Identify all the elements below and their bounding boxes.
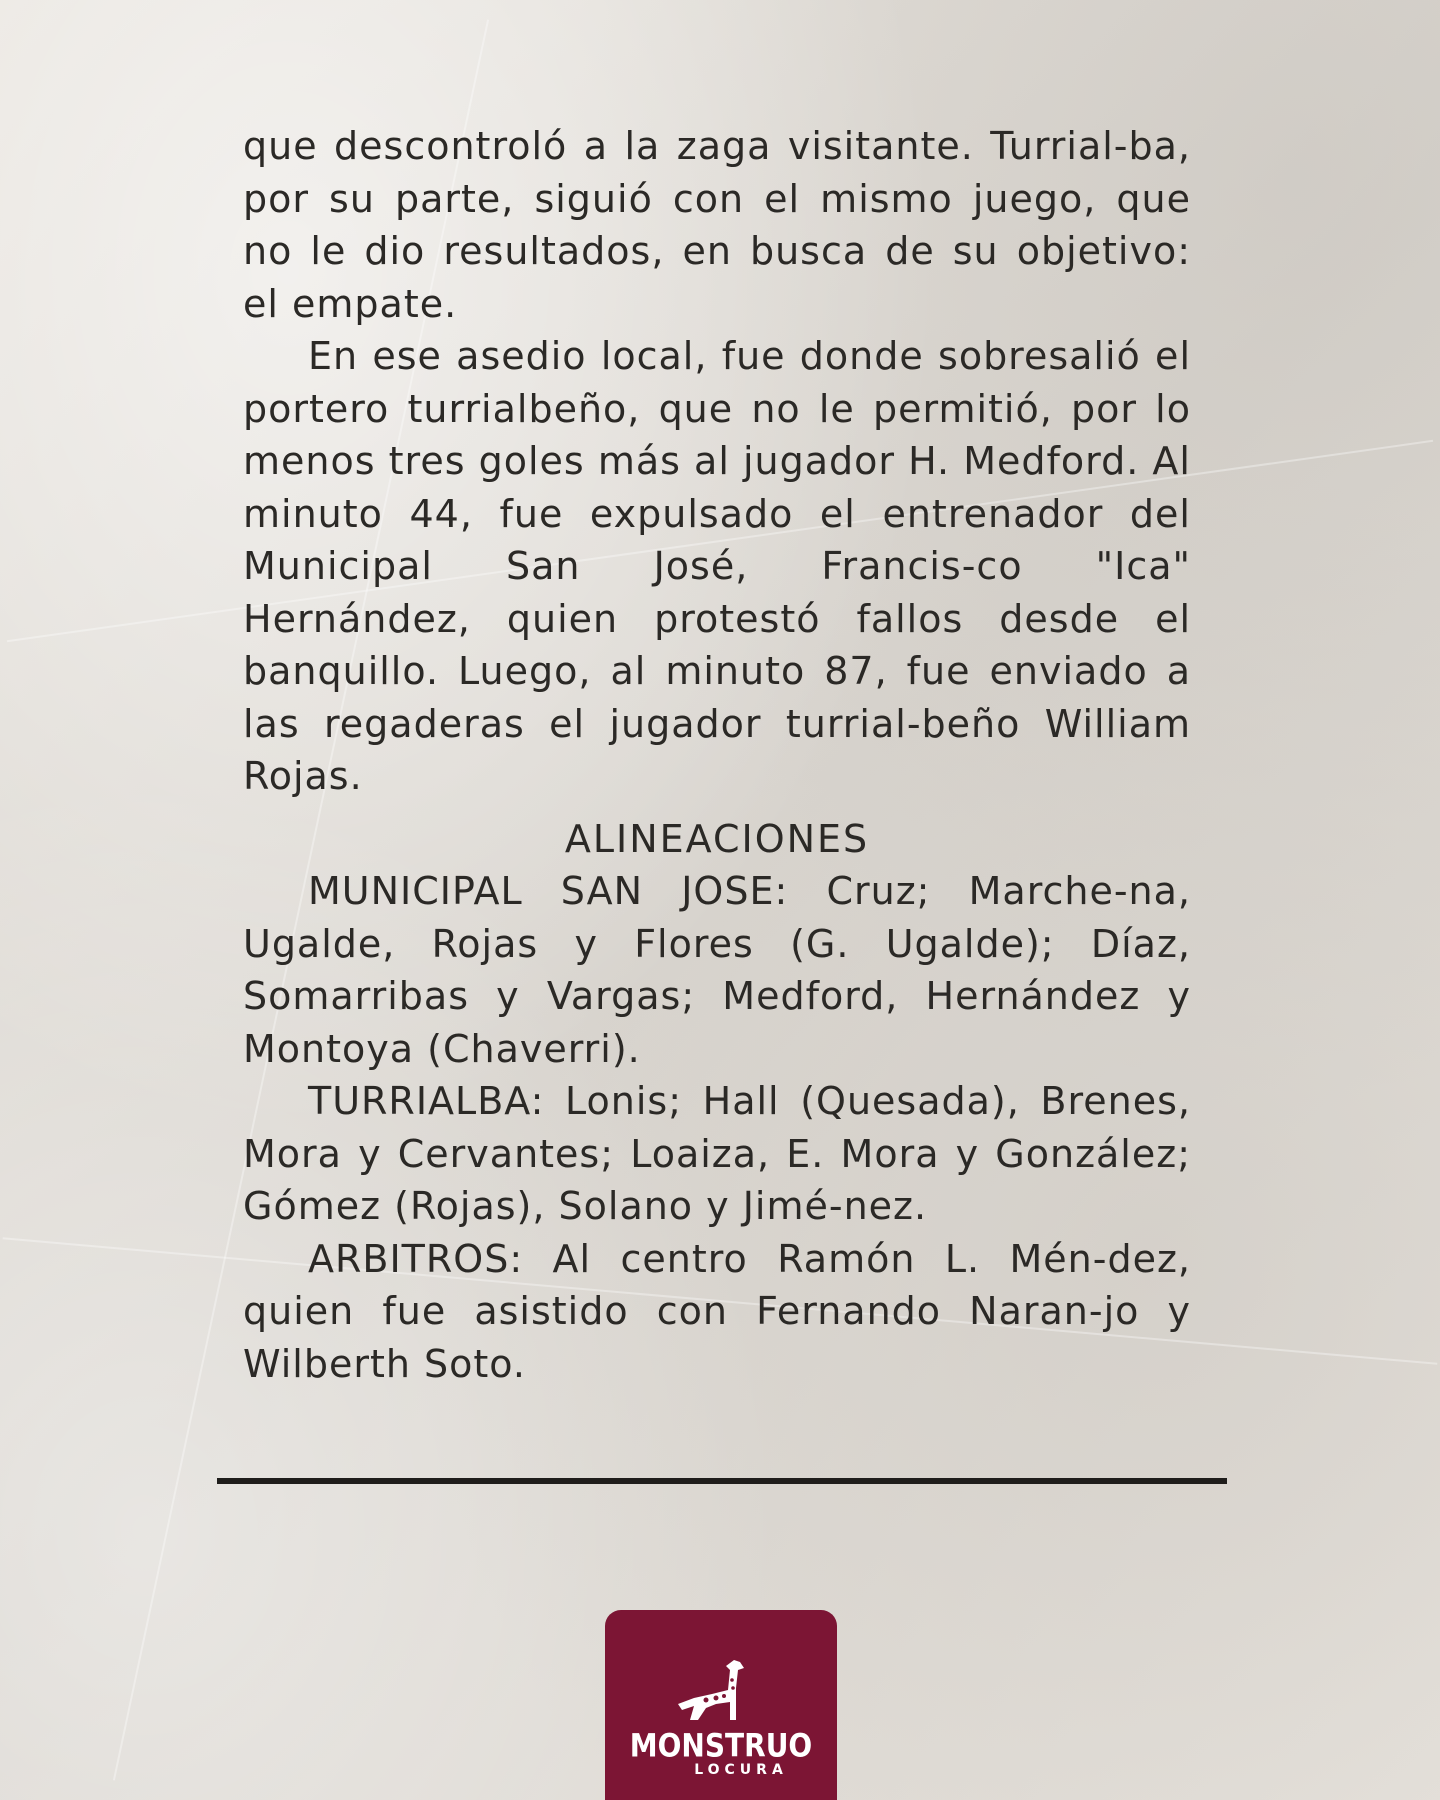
monstruo-logo [605, 1610, 837, 1800]
article-paragraph: En ese asedio local, fue donde sobresalió el portero turrialbeño, que no le permitió, por lo menos tres goles más al jugador H. Medford. Al minuto 44, fue expulsado el entrenador del Municipal San José, Francis-co "Ica" Hernández, quien protestó fallos desde el banquillo. Luego, al minuto 87, fue enviado a las regaderas el jugador turrial-beño William Rojas. [243, 334, 1191, 798]
article-paragraph: que descontroló a la zaga visitante. Turrial-ba, por su parte, siguió con el mismo juego, que no le dio resultados, en busca de su objetivo: el empate. [243, 124, 1191, 326]
referees: ARBITROS: Al centro Ramón L. Mén-dez, quien fue asistido con Fernando Naran-jo y Wilberth Soto. [243, 1236, 1191, 1386]
logo-brand: MONSTRUO [629, 1726, 813, 1765]
lineup-municipal: MUNICIPAL SAN JOSE: Cruz; Marche-na, Ugalde, Rojas y Flores (G. Ugalde); Díaz, Somarribas y Vargas; Medford, Hernández y Montoya (Chaverri). [243, 869, 1191, 1071]
divider-rule [217, 1478, 1227, 1484]
lineups-heading: ALINEACIONES [564, 816, 870, 861]
article-body [243, 120, 1191, 1390]
giraffe-icon [676, 1658, 766, 1728]
logo-sub: LOCURA [694, 1762, 788, 1778]
lineup-turrialba: TURRIALBA: Lonis; Hall (Quesada), Brenes, Mora y Cervantes; Loaiza, E. Mora y González; Gómez (Rojas), Solano y Jimé-nez. [243, 1079, 1191, 1228]
